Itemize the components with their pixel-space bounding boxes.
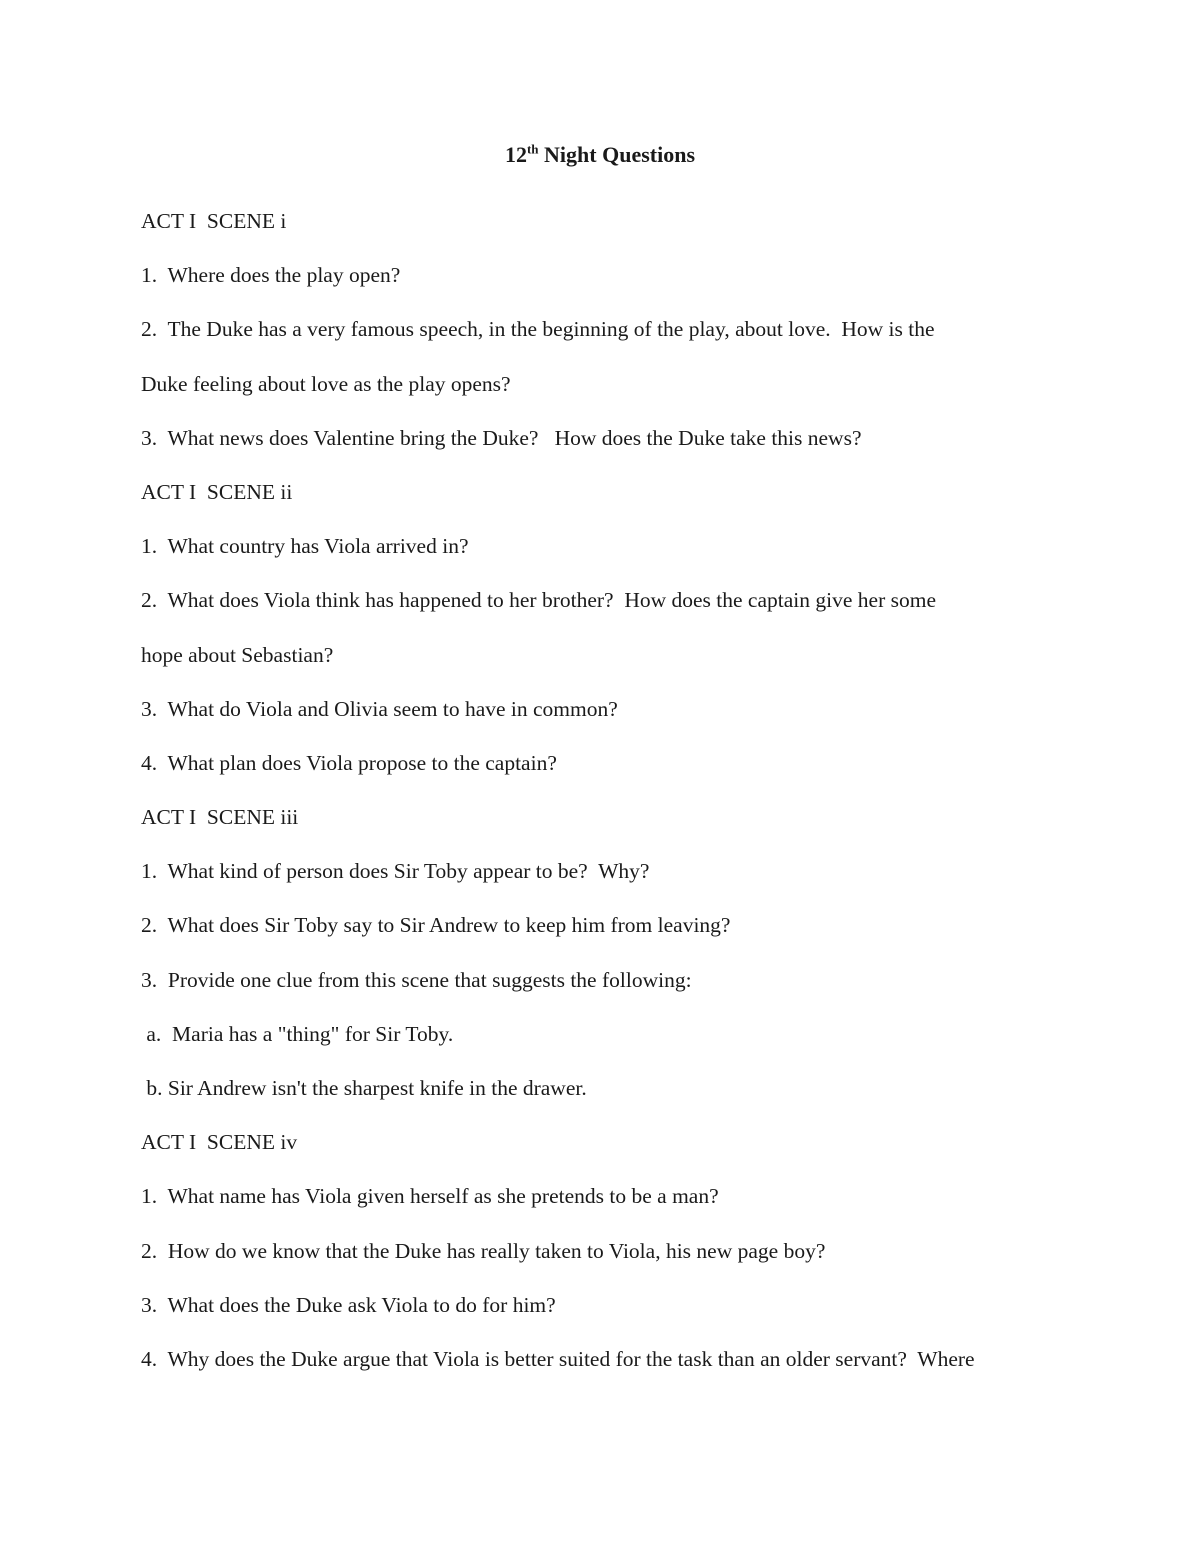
question-line: 2. What does Viola think has happened to her brother? How does the captain give her some xyxy=(141,588,936,613)
question-line: 4. Why does the Duke argue that Viola is better suited for the task than an older servant? Where xyxy=(141,1346,975,1371)
question-line: 4. What plan does Viola propose to the captain? xyxy=(141,750,557,775)
question-line: 2. What does Sir Toby say to Sir Andrew to keep him from leaving? xyxy=(141,913,731,938)
question-line-continued: Duke feeling about love as the play opens? xyxy=(141,371,511,396)
question-line: 3. What do Viola and Olivia seem to have in common? xyxy=(141,696,618,721)
sub-question-line: a. Maria has a "thing" for Sir Toby. xyxy=(141,1021,454,1046)
question-line: 1. What country has Viola arrived in? xyxy=(141,534,469,559)
section-heading-scene-1: ACT I SCENE i xyxy=(141,209,287,233)
question-line: 3. What does the Duke ask Viola to do for him? xyxy=(141,1292,556,1317)
question-line: 2. The Duke has a very famous speech, in the beginning of the play, about love. How is the xyxy=(141,317,935,342)
sub-question-line: b. Sir Andrew isn't the sharpest knife in the drawer. xyxy=(141,1076,587,1100)
section-heading-scene-2: ACT I SCENE ii xyxy=(141,479,293,504)
section-heading-scene-4: ACT I SCENE iv xyxy=(141,1130,298,1155)
question-line: 1. What kind of person does Sir Toby appear to be? Why? xyxy=(141,859,650,884)
section-heading-scene-3: ACT I SCENE iii xyxy=(141,805,299,830)
question-list xyxy=(141,194,1071,1386)
question-line: 3. Provide one clue from this scene that suggests the following: xyxy=(141,967,692,992)
question-line: 1. What name has Viola given herself as she pretends to be a man? xyxy=(141,1184,719,1209)
question-line: 1. Where does the play open? xyxy=(141,263,401,288)
title-number: 12 xyxy=(504,142,527,167)
question-line: 3. What news does Valentine bring the Duke? How does the Duke take this news? xyxy=(141,425,862,450)
question-line-continued: hope about Sebastian? xyxy=(141,642,334,667)
title-superscript: th xyxy=(526,141,539,157)
title-text: Night Questions xyxy=(538,142,696,167)
question-line: 2. How do we know that the Duke has really taken to Viola, his new page boy? xyxy=(141,1238,826,1263)
page-title xyxy=(0,140,1200,170)
